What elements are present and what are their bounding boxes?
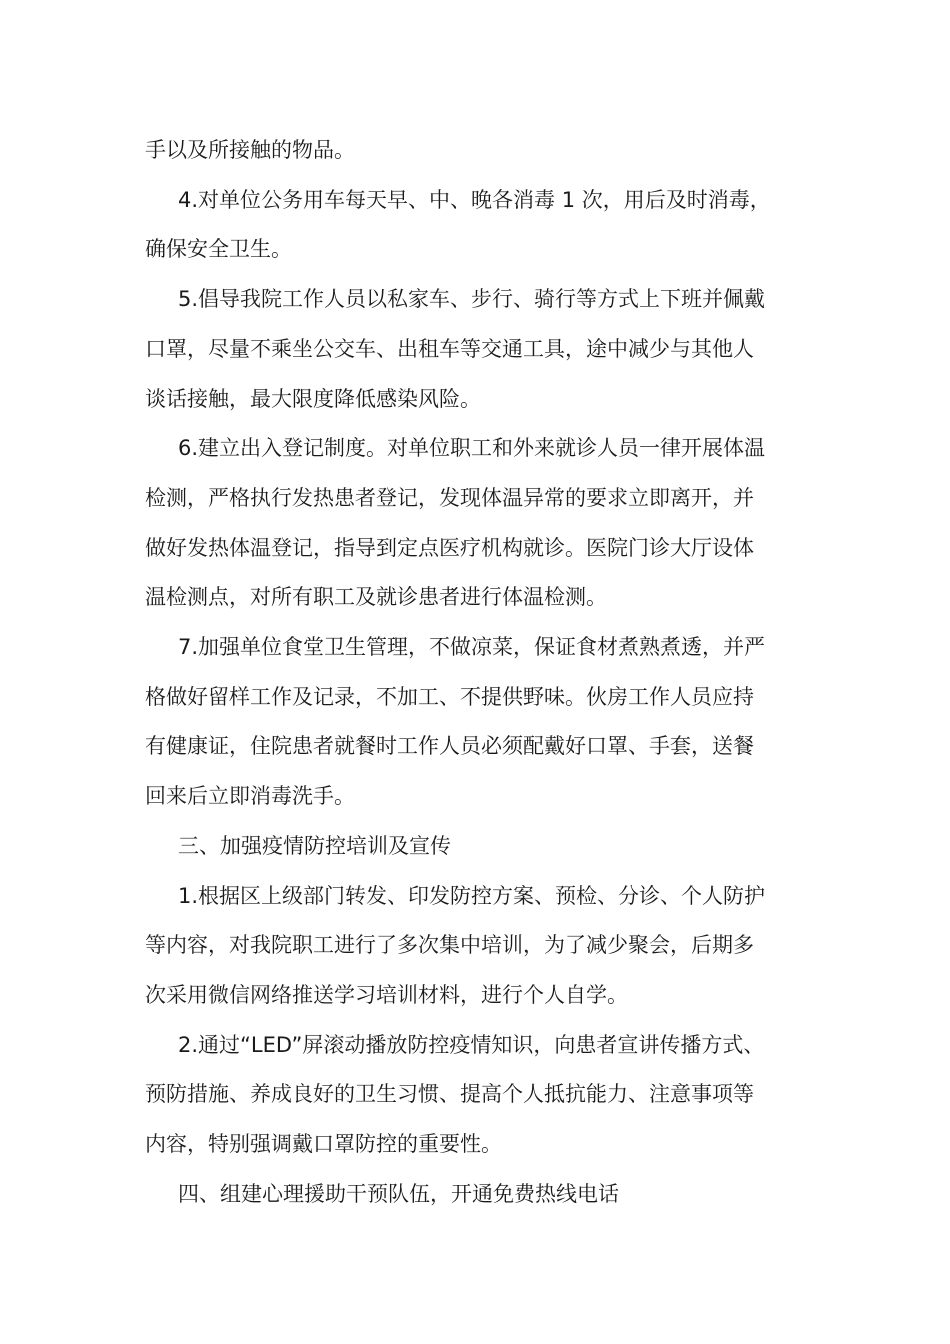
text-line: 检测，严格执行发热患者登记，发现体温异常的要求立即离开，并 [145,485,754,510]
heading-text: 三、加强疫情防控培训及宣传 [178,833,451,858]
text-line: 预防措施、养成良好的卫生习惯、提高个人抵抗能力、注意事项等 [145,1082,754,1107]
text-line: 做好发热体温登记，指导到定点医疗机构就诊。医院门诊大厅设体 [145,535,754,560]
heading-text: 四、组建心理援助干预队伍，开通免费热线电话 [178,1181,619,1206]
paragraph-item-7 [145,623,807,822]
text-line: 回来后立即消毒洗手。 [145,784,355,809]
text-line: 确保安全卫生。 [145,237,292,262]
text-line: 手以及所接触的物品。 [145,138,355,162]
text-line: 格做好留样工作及记录，不加工、不提供野味。伙房工作人员应持 [145,684,754,709]
paragraph-item-5 [145,275,807,424]
section-heading-3 [145,822,807,872]
text-line: 等内容，对我院职工进行了多次集中培训，为了减少聚会，后期多 [145,933,754,958]
paragraph-continuation [145,126,807,176]
text-line: 5.倡导我院工作人员以私家车、步行、骑行等方式上下班并佩戴 [178,287,766,312]
text-line: 谈话接触，最大限度降低感染风险。 [145,386,481,411]
text-line: 4.对单位公务用车每天早、中、晚各消毒 1 次，用后及时消毒， [178,187,771,212]
text-line: 7.加强单位食堂卫生管理，不做凉菜，保证食材煮熟煮透，并严 [178,635,766,660]
text-line: 内容，特别强调戴口罩防控的重要性。 [145,1132,502,1157]
text-line: 有健康证，住院患者就餐时工作人员必须配戴好口罩、手套，送餐 [145,734,754,759]
text-line: 6.建立出入登记制度。对单位职工和外来就诊人员一律开展体温 [178,436,766,461]
paragraph-section3-item-2 [145,1021,807,1170]
text-line: 口罩，尽量不乘坐公交车、出租车等交通工具，途中减少与其他人 [145,336,754,361]
section-heading-4 [145,1170,807,1220]
document-body [145,126,807,1219]
text-line: 次采用微信网络推送学习培训材料，进行个人自学。 [145,982,628,1007]
paragraph-item-4 [145,176,807,275]
paragraph-item-6 [145,424,807,623]
text-line: 1.根据区上级部门转发、印发防控方案、预检、分诊、个人防护 [178,883,766,908]
paragraph-section3-item-1 [145,872,807,1021]
text-line: 温检测点，对所有职工及就诊患者进行体温检测。 [145,585,607,610]
text-line: 2.通过“LED”屏滚动播放防控疫情知识，向患者宣讲传播方式、 [178,1032,765,1057]
